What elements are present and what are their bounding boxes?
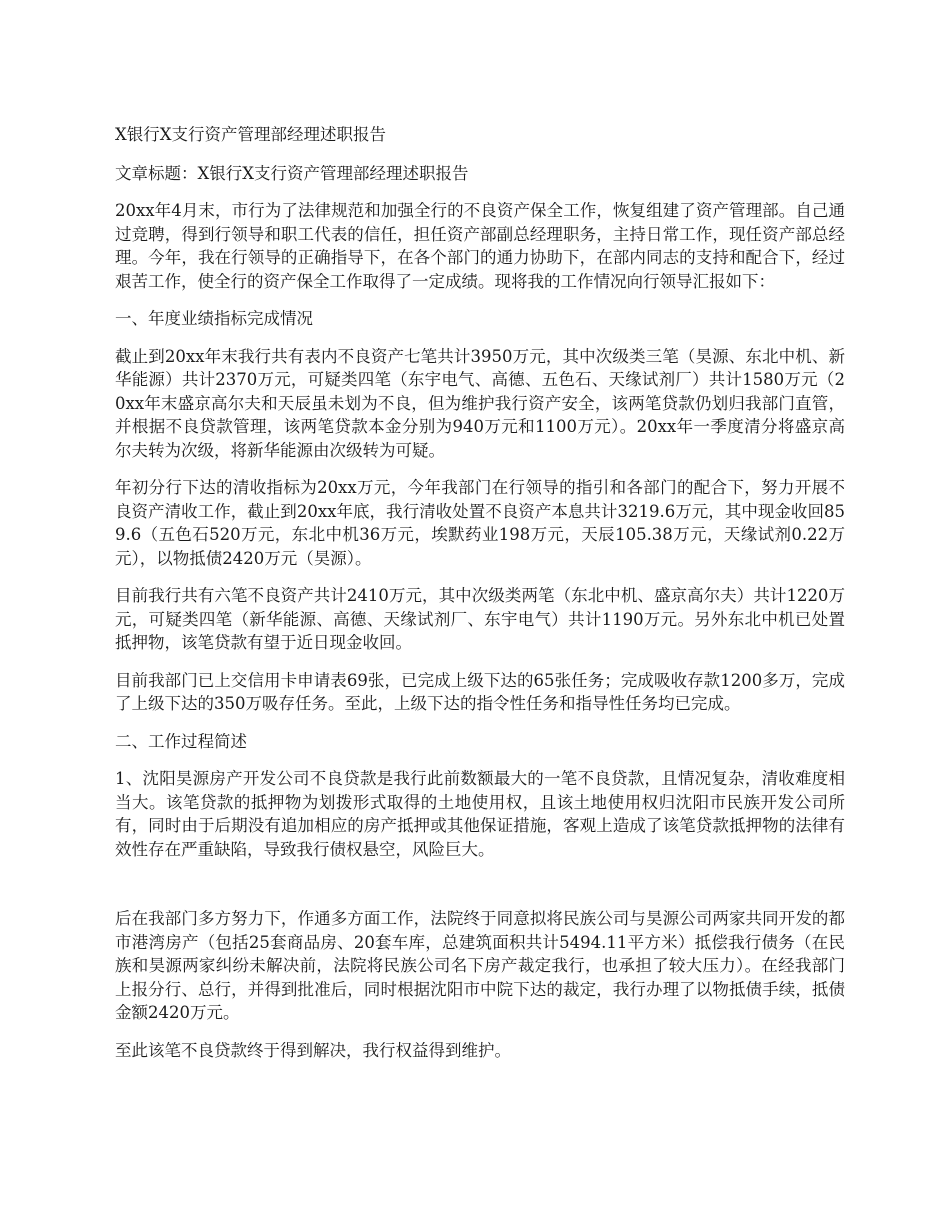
body-paragraph: 至此该笔不良贷款终于得到解决，我行权益得到维护。	[115, 1040, 511, 1060]
body-paragraph: 1、沈阳昊源房产开发公司不良贷款是我行此前数额最大的一笔不良贷款，且情况复杂，清收难度相当大。该笔贷款的抵押物为划拨形式取得的土地使用权，且该土地使用权归沈阳市民族开发公司所有，同时由于后期没有追加相应的房产抵押或其他保证措施，客观上造成了该笔贷款抵押物的法律有效性存在严重缺陷，导致我行债权悬空，风险巨大。	[115, 769, 845, 859]
spacer	[115, 875, 845, 907]
section-heading-2: 二、工作过程简述	[115, 731, 247, 751]
body-paragraph: 目前我部门已上交信用卡申请表69张，已完成上级下达的65张任务；完成吸收存款1200多万，完成了上级下达的350万吸存任务。至此，上级下达的指令性任务和指导性任务均已完成。	[115, 670, 845, 713]
document-title: X银行X支行资产管理部经理述职报告	[115, 125, 386, 144]
document-page	[115, 123, 845, 1076]
body-paragraph: 目前我行共有六笔不良资产共计2410万元，其中次级类两笔（东北中机、盛京高尔夫）共计1220万元，可疑类四笔（新华能源、高德、天缘试剂厂、东宇电气）共计1190万元。另外东北中机已处置抵押物，该笔贷款有望于近日现金收回。	[115, 586, 845, 652]
body-paragraph: 年初分行下达的清收指标为20xx万元，今年我部门在行领导的指引和各部门的配合下，努力开展不良资产清收工作，截止到20xx年底，我行清收处置不良资产本息共计3219.6万元，其中现金收回859.6（五色石520万元，东北中机36万元，埃默药业198万元，天辰105.38万元，天缘试剂0.22万元），以物抵债2420万元（昊源）。	[115, 478, 845, 568]
body-paragraph: 后在我部门多方努力下，作通多方面工作，法院终于同意拟将民族公司与昊源公司两家共同开发的都市港湾房产（包括25套商品房、20套车库，总建筑面积共计5494.11平方米）抵偿我行债务（在民族和昊源两家纠纷未解决前，法院将民族公司名下房产裁定我行，也承担了较大压力）。在经我部门上报分行、总行，并得到批准后，同时根据沈阳市中院下达的裁定，我行办理了以物抵债手续，抵债金额2420万元。	[115, 909, 845, 1022]
body-paragraph: 截止到20xx年末我行共有表内不良资产七笔共计3950万元，其中次级类三笔（昊源、东北中机、新华能源）共计2370万元，可疑类四笔（东宇电气、高德、五色石、天缘试剂厂）共计1580万元（20xx年末盛京高尔夫和天辰虽未划为不良，但为维护我行资产安全，该两笔贷款仍划归我部门直管，并根据不良贷款管理，该两笔贷款本金分别为940万元和1100万元）。20xx年一季度清分将盛京高尔夫转为次级，将新华能源由次级转为可疑。	[115, 346, 845, 460]
section-heading-1: 一、年度业绩指标完成情况	[115, 309, 313, 328]
article-title-line: 文章标题：X银行X支行资产管理部经理述职报告	[115, 163, 469, 183]
intro-paragraph: 20xx年4月末，市行为了法律规范和加强全行的不良资产保全工作，恢复组建了资产管理部。自己通过竞聘，得到行领导和职工代表的信任，担任资产部副总经理职务，主持日常工作，现任资产部总经理。今年，我在行领导的正确指导下，在各个部门的通力协助下，在部内同志的支持和配合下，经过艰苦工作，使全行的资产保全工作取得了一定成绩。现将我的工作情况向行领导汇报如下：	[115, 201, 845, 291]
